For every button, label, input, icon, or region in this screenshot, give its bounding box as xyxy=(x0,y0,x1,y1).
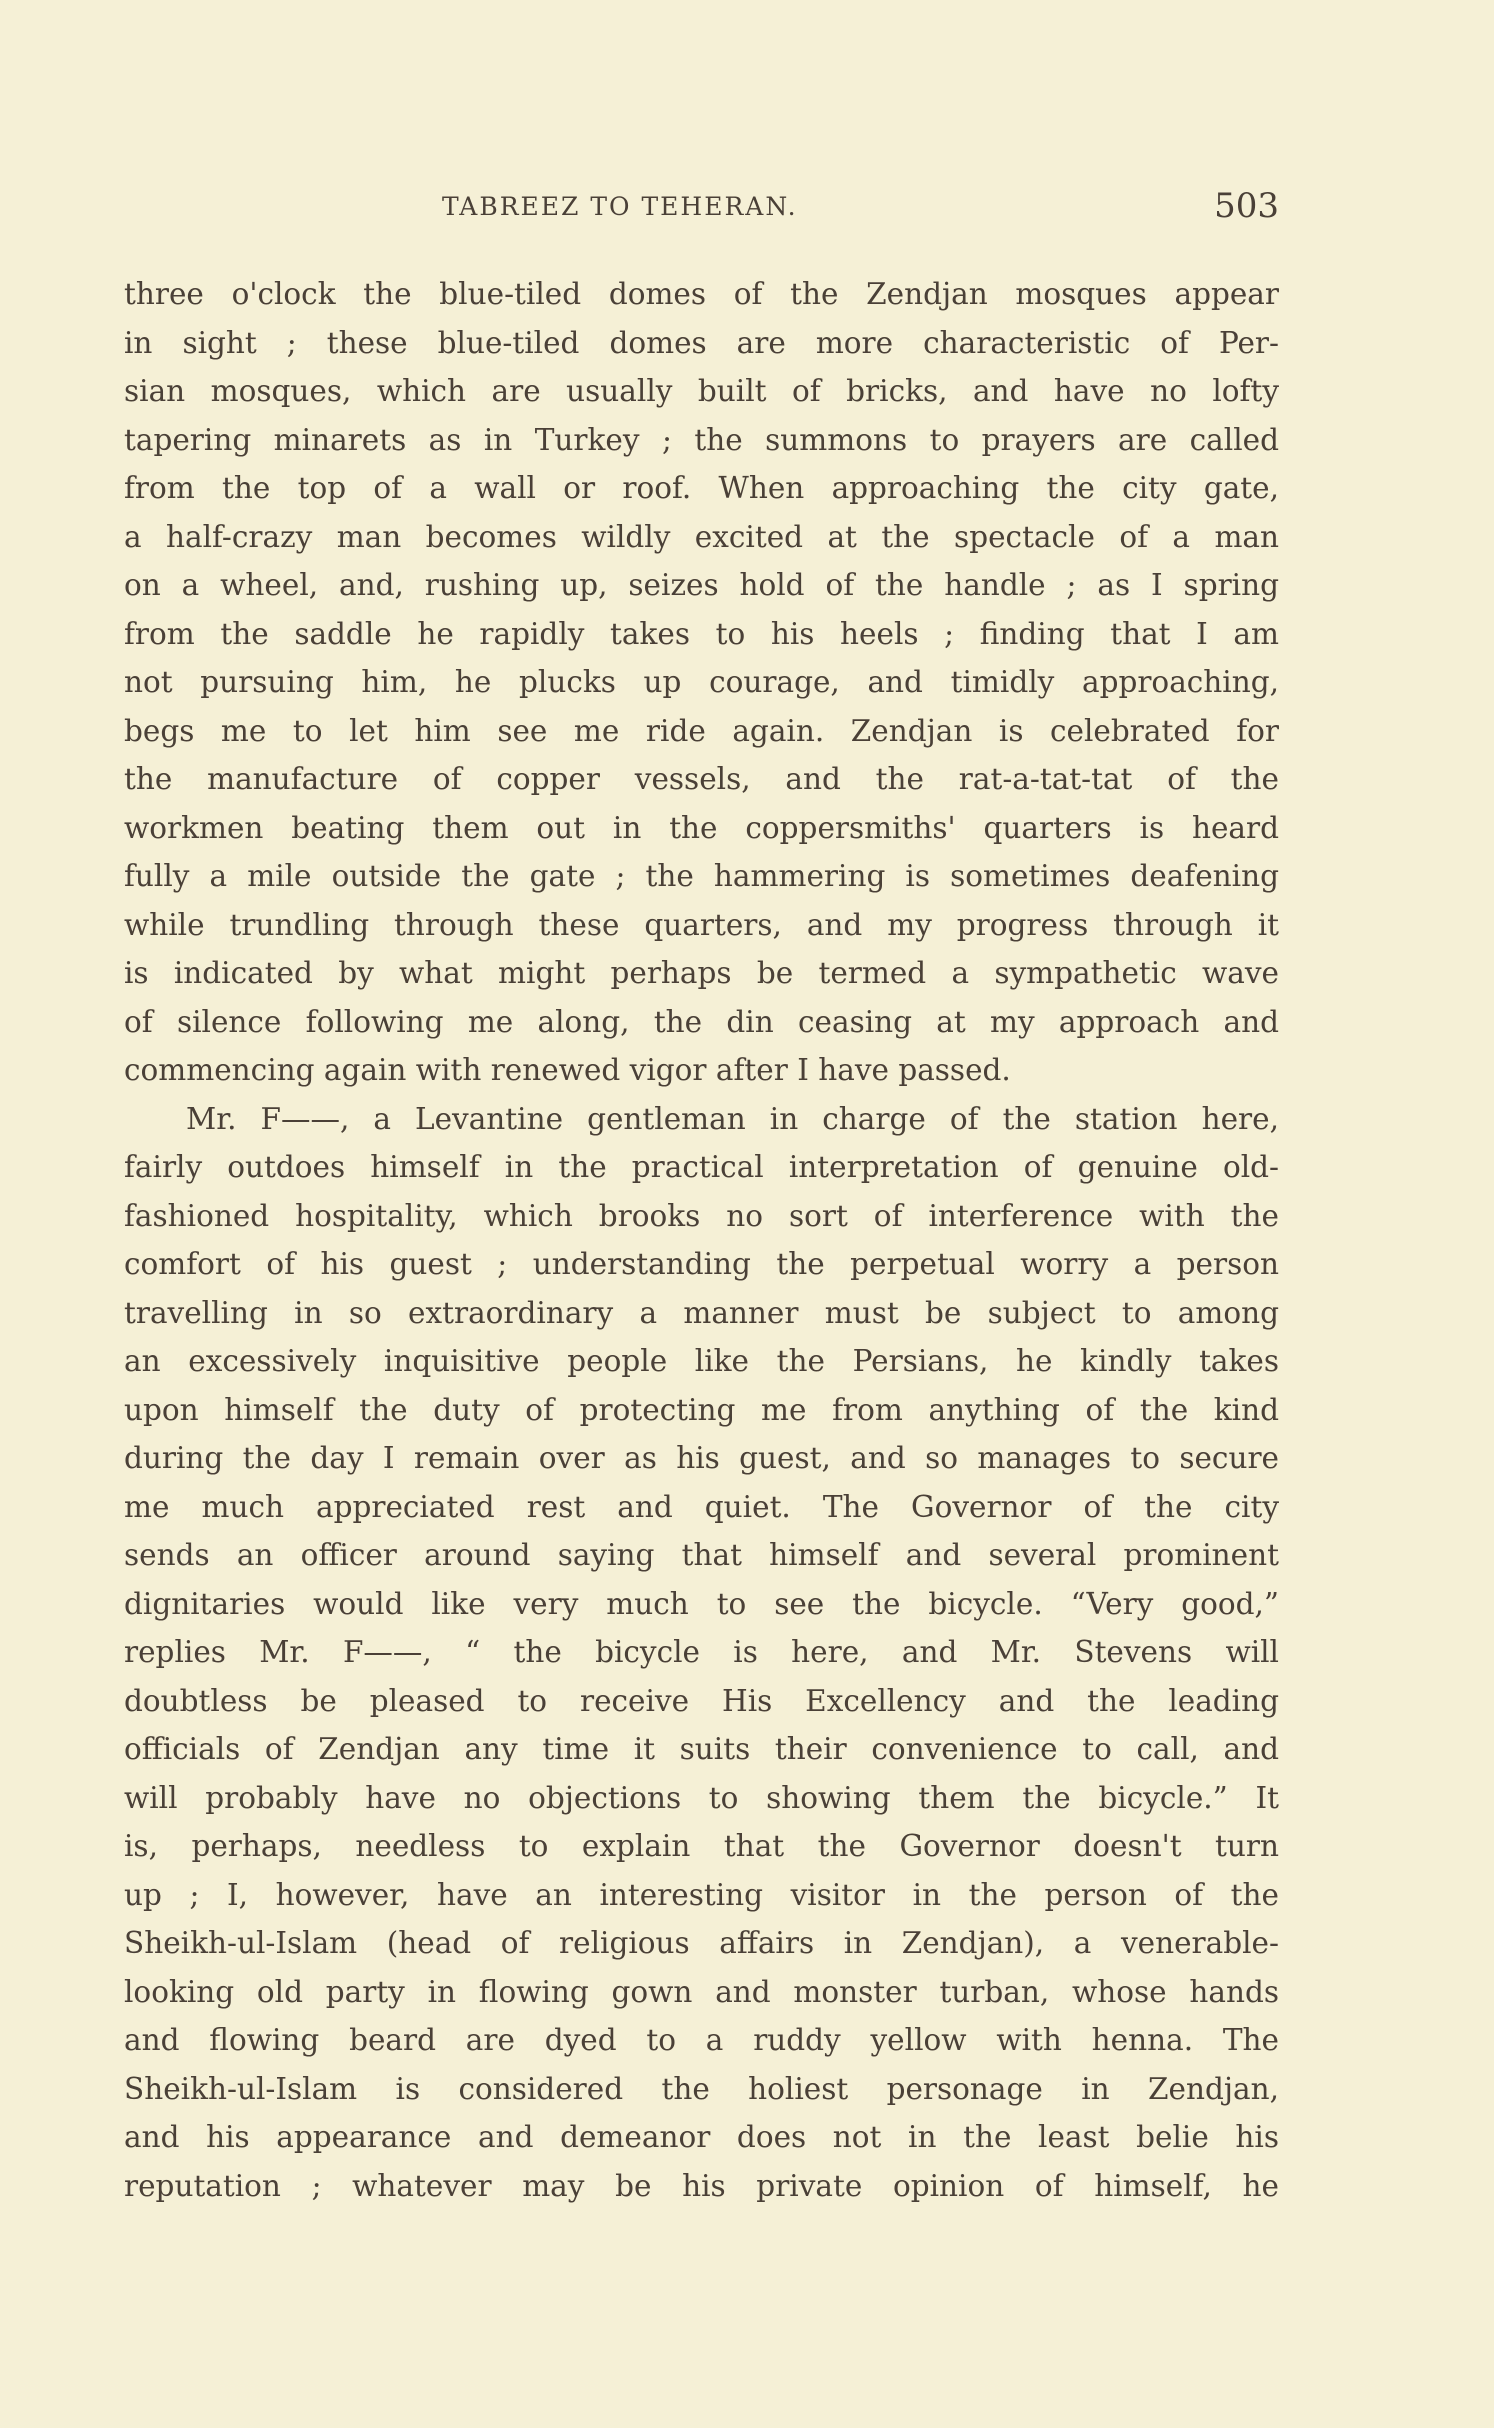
text-line: the manufacture of copper vessels, and the rat-a-tat-tat of the xyxy=(124,762,1279,796)
text-line: tapering minarets as in Turkey ; the summons to prayers are called xyxy=(124,422,1279,457)
text-line: Sheikh-ul-Islam is considered the holiest personage in Zendjan, xyxy=(124,2071,1279,2106)
text-line: up ; I, however, have an interesting visitor in the person of the xyxy=(124,1877,1279,1912)
text-line: in sight ; these blue-tiled domes are more characteristic of Per- xyxy=(124,325,1279,360)
text-line: comfort of his guest ; understanding the perpetual worry a person xyxy=(124,1247,1279,1281)
text-line: Sheikh-ul-Islam (head of religious affairs in Zendjan), a venerable- xyxy=(124,1926,1279,1960)
text-line: of silence following me along, the din ceasing at my approach and xyxy=(124,1004,1279,1039)
body-text xyxy=(124,272,1279,2212)
text-line: me much appreciated rest and quiet. The Governor of the city xyxy=(124,1489,1279,1524)
text-line: and flowing beard are dyed to a ruddy yellow with henna. The xyxy=(124,2023,1279,2057)
text-line: an excessively inquisitive people like the Persians, he kindly takes xyxy=(124,1344,1279,1378)
page-header xyxy=(124,186,1279,226)
text-line: officials of Zendjan any time it suits their convenience to call, and xyxy=(124,1732,1279,1766)
text-line: during the day I remain over as his guest, and so manages to secure xyxy=(124,1441,1279,1475)
text-line: doubtless be pleased to receive His Excellency and the leading xyxy=(124,1683,1279,1718)
text-line: sian mosques, which are usually built of bricks, and have no lofty xyxy=(124,374,1279,408)
text-line: dignitaries would like very much to see the bicycle. “Very good,” xyxy=(124,1586,1279,1621)
text-line: reputation ; whatever may be his private opinion of himself, he xyxy=(124,2168,1279,2203)
text-line: workmen beating them out in the coppersmiths' quarters is heard xyxy=(124,810,1279,845)
text-line: fashioned hospitality, which brooks no sort of interference with the xyxy=(124,1198,1279,1233)
text-line: on a wheel, and, rushing up, seizes hold of the handle ; as I spring xyxy=(124,568,1279,602)
text-line: is, perhaps, needless to explain that the Governor doesn't turn xyxy=(124,1829,1279,1863)
text-line: begs me to let him see me ride again. Zendjan is celebrated for xyxy=(124,713,1279,748)
text-line: replies Mr. F——, “ the bicycle is here, and Mr. Stevens will xyxy=(124,1635,1279,1669)
text-line: travelling in so extraordinary a manner must be subject to among xyxy=(124,1295,1279,1330)
text-line: sends an officer around saying that himself and several prominent xyxy=(124,1538,1279,1572)
text-line: not pursuing him, he plucks up courage, and timidly approaching, xyxy=(124,665,1279,699)
text-line: fairly outdoes himself in the practical interpretation of genuine old- xyxy=(124,1150,1279,1184)
text-line: from the top of a wall or roof. When approaching the city gate, xyxy=(124,471,1279,505)
text-line: from the saddle he rapidly takes to his heels ; finding that I am xyxy=(124,616,1279,651)
text-line: while trundling through these quarters, and my progress through it xyxy=(124,907,1279,942)
text-line: three o'clock the blue-tiled domes of the Zendjan mosques appear xyxy=(124,277,1279,311)
page-number: 503 xyxy=(1214,186,1279,226)
text-line: and his appearance and demeanor does not in the least belie his xyxy=(124,2120,1279,2154)
text-line: is indicated by what might perhaps be termed a sympathetic wave xyxy=(124,956,1279,990)
text-line: a half-crazy man becomes wildly excited at the spectacle of a man xyxy=(124,519,1279,554)
text-line: looking old party in flowing gown and monster turban, whose hands xyxy=(124,1974,1279,2009)
text-line: fully a mile outside the gate ; the hammering is sometimes deafening xyxy=(124,859,1279,893)
text-line: commencing again with renewed vigor after I have passed. xyxy=(124,1053,1011,1087)
text-line: upon himself the duty of protecting me from anything of the kind xyxy=(124,1392,1279,1427)
text-line: Mr. F——, a Levantine gentleman in charge of the station here, xyxy=(186,1101,1279,1136)
running-title: TABREEZ TO TEHERAN. xyxy=(442,192,798,221)
text-line: will probably have no objections to showing them the bicycle.” It xyxy=(124,1780,1279,1815)
